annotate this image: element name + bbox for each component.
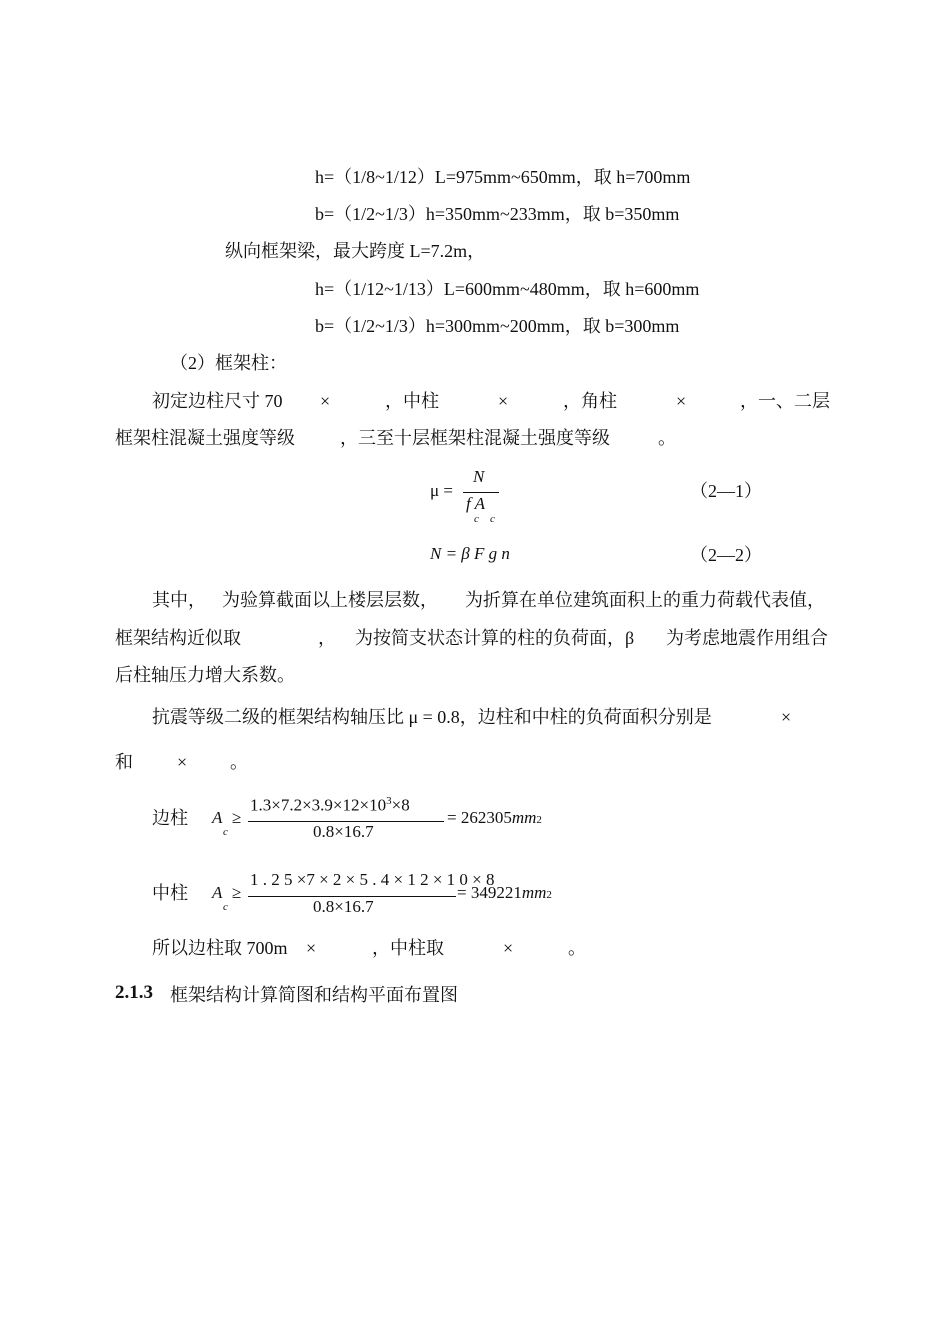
eq1-sub-1: c [474,513,479,525]
column-mid-text: ，中柱 [385,391,439,411]
middle-column-result: ，中柱取 [372,938,444,958]
times-sign: × [503,938,514,958]
beta-definition-cont: 后柱轴压力增大系数。 [115,665,295,685]
eq1-fraction-bar [463,492,499,493]
eq3-A: A [212,808,223,827]
eq3-numerator [250,795,410,816]
times-sign: × [320,391,331,411]
eq3-sub: c [223,826,228,838]
eq1-sub-2: c [490,513,495,525]
eq3-label: 边柱 [152,808,188,828]
times-sign: × [306,938,317,958]
eq3-denominator: 0.8×16.7 [313,822,374,841]
eq3-unit-sup: 2 [536,814,542,826]
period: 。 [568,938,586,958]
eq4-A: A [212,883,223,902]
eq4-unit: mm [521,883,547,902]
beam-width-longitudinal: b=（1/2~1/3）h=300mm~200mm，取 b=300mm [315,316,680,336]
eq4-rhs-value: = 349221 [457,883,522,902]
eq3-num-main: 1.3×7.2×3.9×12×10 [250,795,387,815]
times-sign: × [781,707,792,727]
times-sign: × [676,391,687,411]
eq2-expr: N = β F g n [430,544,510,563]
section-title: 框架结构计算简图和结构平面布置图 [170,985,458,1005]
comma: ， [318,628,336,648]
eq4-numerator: 1 . 2 5 ×7 × 2 × 5 . 4 × 1 2 × 1 0 × 8 [250,870,495,889]
g-definition: 为折算在单位建筑面积上的重力荷载代表值， [465,590,825,610]
concrete-grade-text: 框架柱混凝土强度等级 [115,428,295,448]
longitudinal-beam-text: 纵向框架梁，最大跨度 L=7.2m， [225,241,486,261]
section-frame-column: （2）框架柱： [170,353,287,373]
edge-column-result: 所以边柱取 700m [152,938,288,958]
eq3-rhs-value: = 262305 [447,808,512,827]
eq1-tag: （2—1） [690,481,762,501]
section-number: 2.1.3 [115,982,153,1003]
period: 。 [230,752,248,772]
eq1-denominator: f A [466,494,486,513]
n-definition: 为验算截面以上楼层层数， [222,590,438,610]
beam-width-transverse: b=（1/2~1/3）h=350mm~233mm，取 b=350mm [315,204,680,224]
eq3-num-tail: ×8 [391,795,410,815]
eq1-lhs: μ = [430,481,453,500]
eq1-numerator: N [473,467,485,486]
eq2-tag: （2—2） [690,545,762,565]
eq4-ge: ≥ [232,883,242,902]
eq4-unit-sup: 2 [546,889,552,901]
eq3-rhs [447,808,542,828]
f-definition: 为按简支状态计算的柱的负荷面，β [355,628,635,648]
eq3-unit: mm [511,808,537,827]
where-text: 其中， [152,590,206,610]
times-sign: × [177,752,188,772]
eq4-denominator: 0.8×16.7 [313,897,374,916]
beam-height-longitudinal: h=（1/12~1/13）L=600mm~480mm，取 h=600mm [315,279,700,299]
column-corner-text: ，角柱 [563,391,617,411]
column-floor-text: ，一、二层 [740,391,830,411]
eq3-ge: ≥ [232,808,242,827]
beam-height-transverse: h=（1/8~1/12）L=975mm~650mm，取 h=700mm [315,167,691,187]
column-size-text: 初定边柱尺寸 70 [152,391,283,411]
and-text: 和 [115,752,133,772]
eq4-rhs [457,883,552,903]
beta-definition: 为考虑地震作用组合 [666,628,828,648]
times-sign: × [498,391,509,411]
concrete-grade-upper-text: ，三至十层框架柱混凝土强度等级 [340,428,610,448]
eq3-num-sup: 3 [386,795,392,807]
eq4-label: 中柱 [152,883,188,903]
axial-ratio-text: 抗震等级二级的框架结构轴压比 μ = 0.8，边柱和中柱的负荷面积分别是 [152,707,712,727]
period: 。 [658,428,676,448]
approx-text: 框架结构近似取 [115,628,241,648]
eq4-sub: c [223,901,228,913]
